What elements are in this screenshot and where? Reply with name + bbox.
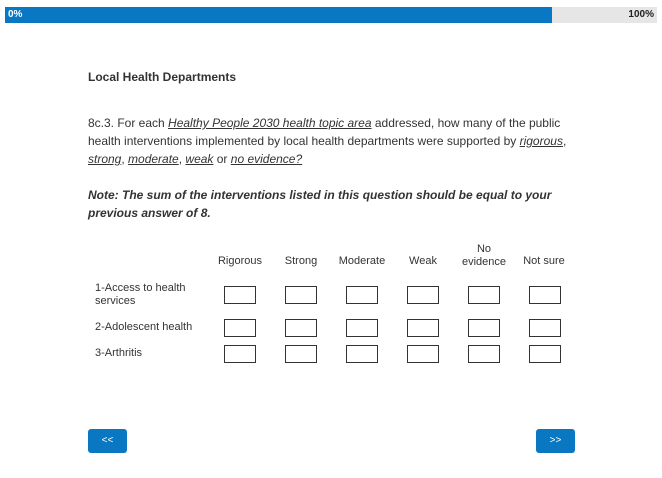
question-text	[88, 114, 576, 168]
col-header-not-sure	[514, 242, 574, 268]
question-prefix: 8c.3. For each	[88, 116, 169, 130]
response-matrix	[88, 240, 576, 380]
input-adolescent-not-sure[interactable]	[529, 319, 561, 337]
input-adolescent-rigorous[interactable]	[224, 319, 256, 337]
link-rigorous[interactable]: rigorous	[519, 134, 563, 148]
row-label-arthritis: 3-Arthritis	[95, 347, 143, 359]
note-text: Note: The sum of the interventions listed in this question should be equal to your previous answer of 8.	[88, 188, 552, 220]
question-middle: addressed, how many of the public health interventions implemented by local health departments were supported by	[88, 116, 561, 148]
col-header-rigorous	[210, 242, 270, 268]
input-adolescent-moderate[interactable]	[346, 319, 378, 337]
input-adolescent-no-evidence[interactable]	[468, 319, 500, 337]
row-label-access-to-health-services: 1-Access to health services	[95, 282, 186, 307]
question-or: or	[213, 152, 231, 166]
input-access-weak[interactable]	[407, 286, 439, 304]
row-label-adolescent-health: 2-Adolescent health	[95, 321, 193, 333]
link-moderate[interactable]: moderate	[128, 152, 179, 166]
progress-start-label: 0%	[8, 9, 23, 20]
input-access-strong[interactable]	[285, 286, 317, 304]
next-button[interactable]: >>	[536, 429, 575, 453]
col-header-line1	[210, 242, 270, 255]
col-header-line1	[393, 242, 453, 255]
link-weak[interactable]: weak	[185, 152, 214, 166]
col-header-line2: Weak	[409, 255, 437, 267]
col-header-line2: Strong	[284, 255, 318, 267]
input-arthritis-no-evidence[interactable]	[468, 345, 500, 363]
input-adolescent-weak[interactable]	[407, 319, 439, 337]
input-arthritis-moderate[interactable]	[346, 345, 378, 363]
col-header-line1	[332, 242, 392, 255]
input-access-not-sure[interactable]	[529, 286, 561, 304]
col-header-line2: evidence	[461, 256, 507, 268]
input-arthritis-strong[interactable]	[285, 345, 317, 363]
input-arthritis-weak[interactable]	[407, 345, 439, 363]
input-access-no-evidence[interactable]	[468, 286, 500, 304]
link-health-topic-area[interactable]: Healthy People 2030 health topic area	[168, 116, 372, 130]
col-header-line2: Moderate	[338, 255, 386, 267]
question-comma: ,	[121, 152, 129, 166]
input-arthritis-rigorous[interactable]	[224, 345, 256, 363]
col-header-line2: Rigorous	[217, 255, 263, 267]
col-header-weak	[393, 242, 453, 268]
progress-fill	[5, 7, 552, 23]
col-header-line1: No	[476, 243, 492, 255]
link-no-evidence[interactable]: no evidence?	[230, 152, 303, 166]
progress-end-label: 100%	[628, 9, 654, 20]
section-title: Local Health Departments	[88, 70, 237, 84]
question-comma: ,	[178, 152, 186, 166]
col-header-no-evidence	[454, 243, 514, 269]
back-button[interactable]: <<	[88, 429, 127, 453]
col-header-line2: Not sure	[523, 255, 565, 267]
input-access-rigorous[interactable]	[224, 286, 256, 304]
input-arthritis-not-sure[interactable]	[529, 345, 561, 363]
input-access-moderate[interactable]	[346, 286, 378, 304]
progress-bar	[5, 7, 657, 23]
col-header-line1	[514, 242, 574, 255]
input-adolescent-strong[interactable]	[285, 319, 317, 337]
col-header-strong	[271, 242, 331, 268]
col-header-moderate	[332, 242, 392, 268]
question-comma: ,	[562, 134, 567, 148]
link-strong[interactable]: strong	[88, 152, 122, 166]
col-header-line1	[271, 242, 331, 255]
